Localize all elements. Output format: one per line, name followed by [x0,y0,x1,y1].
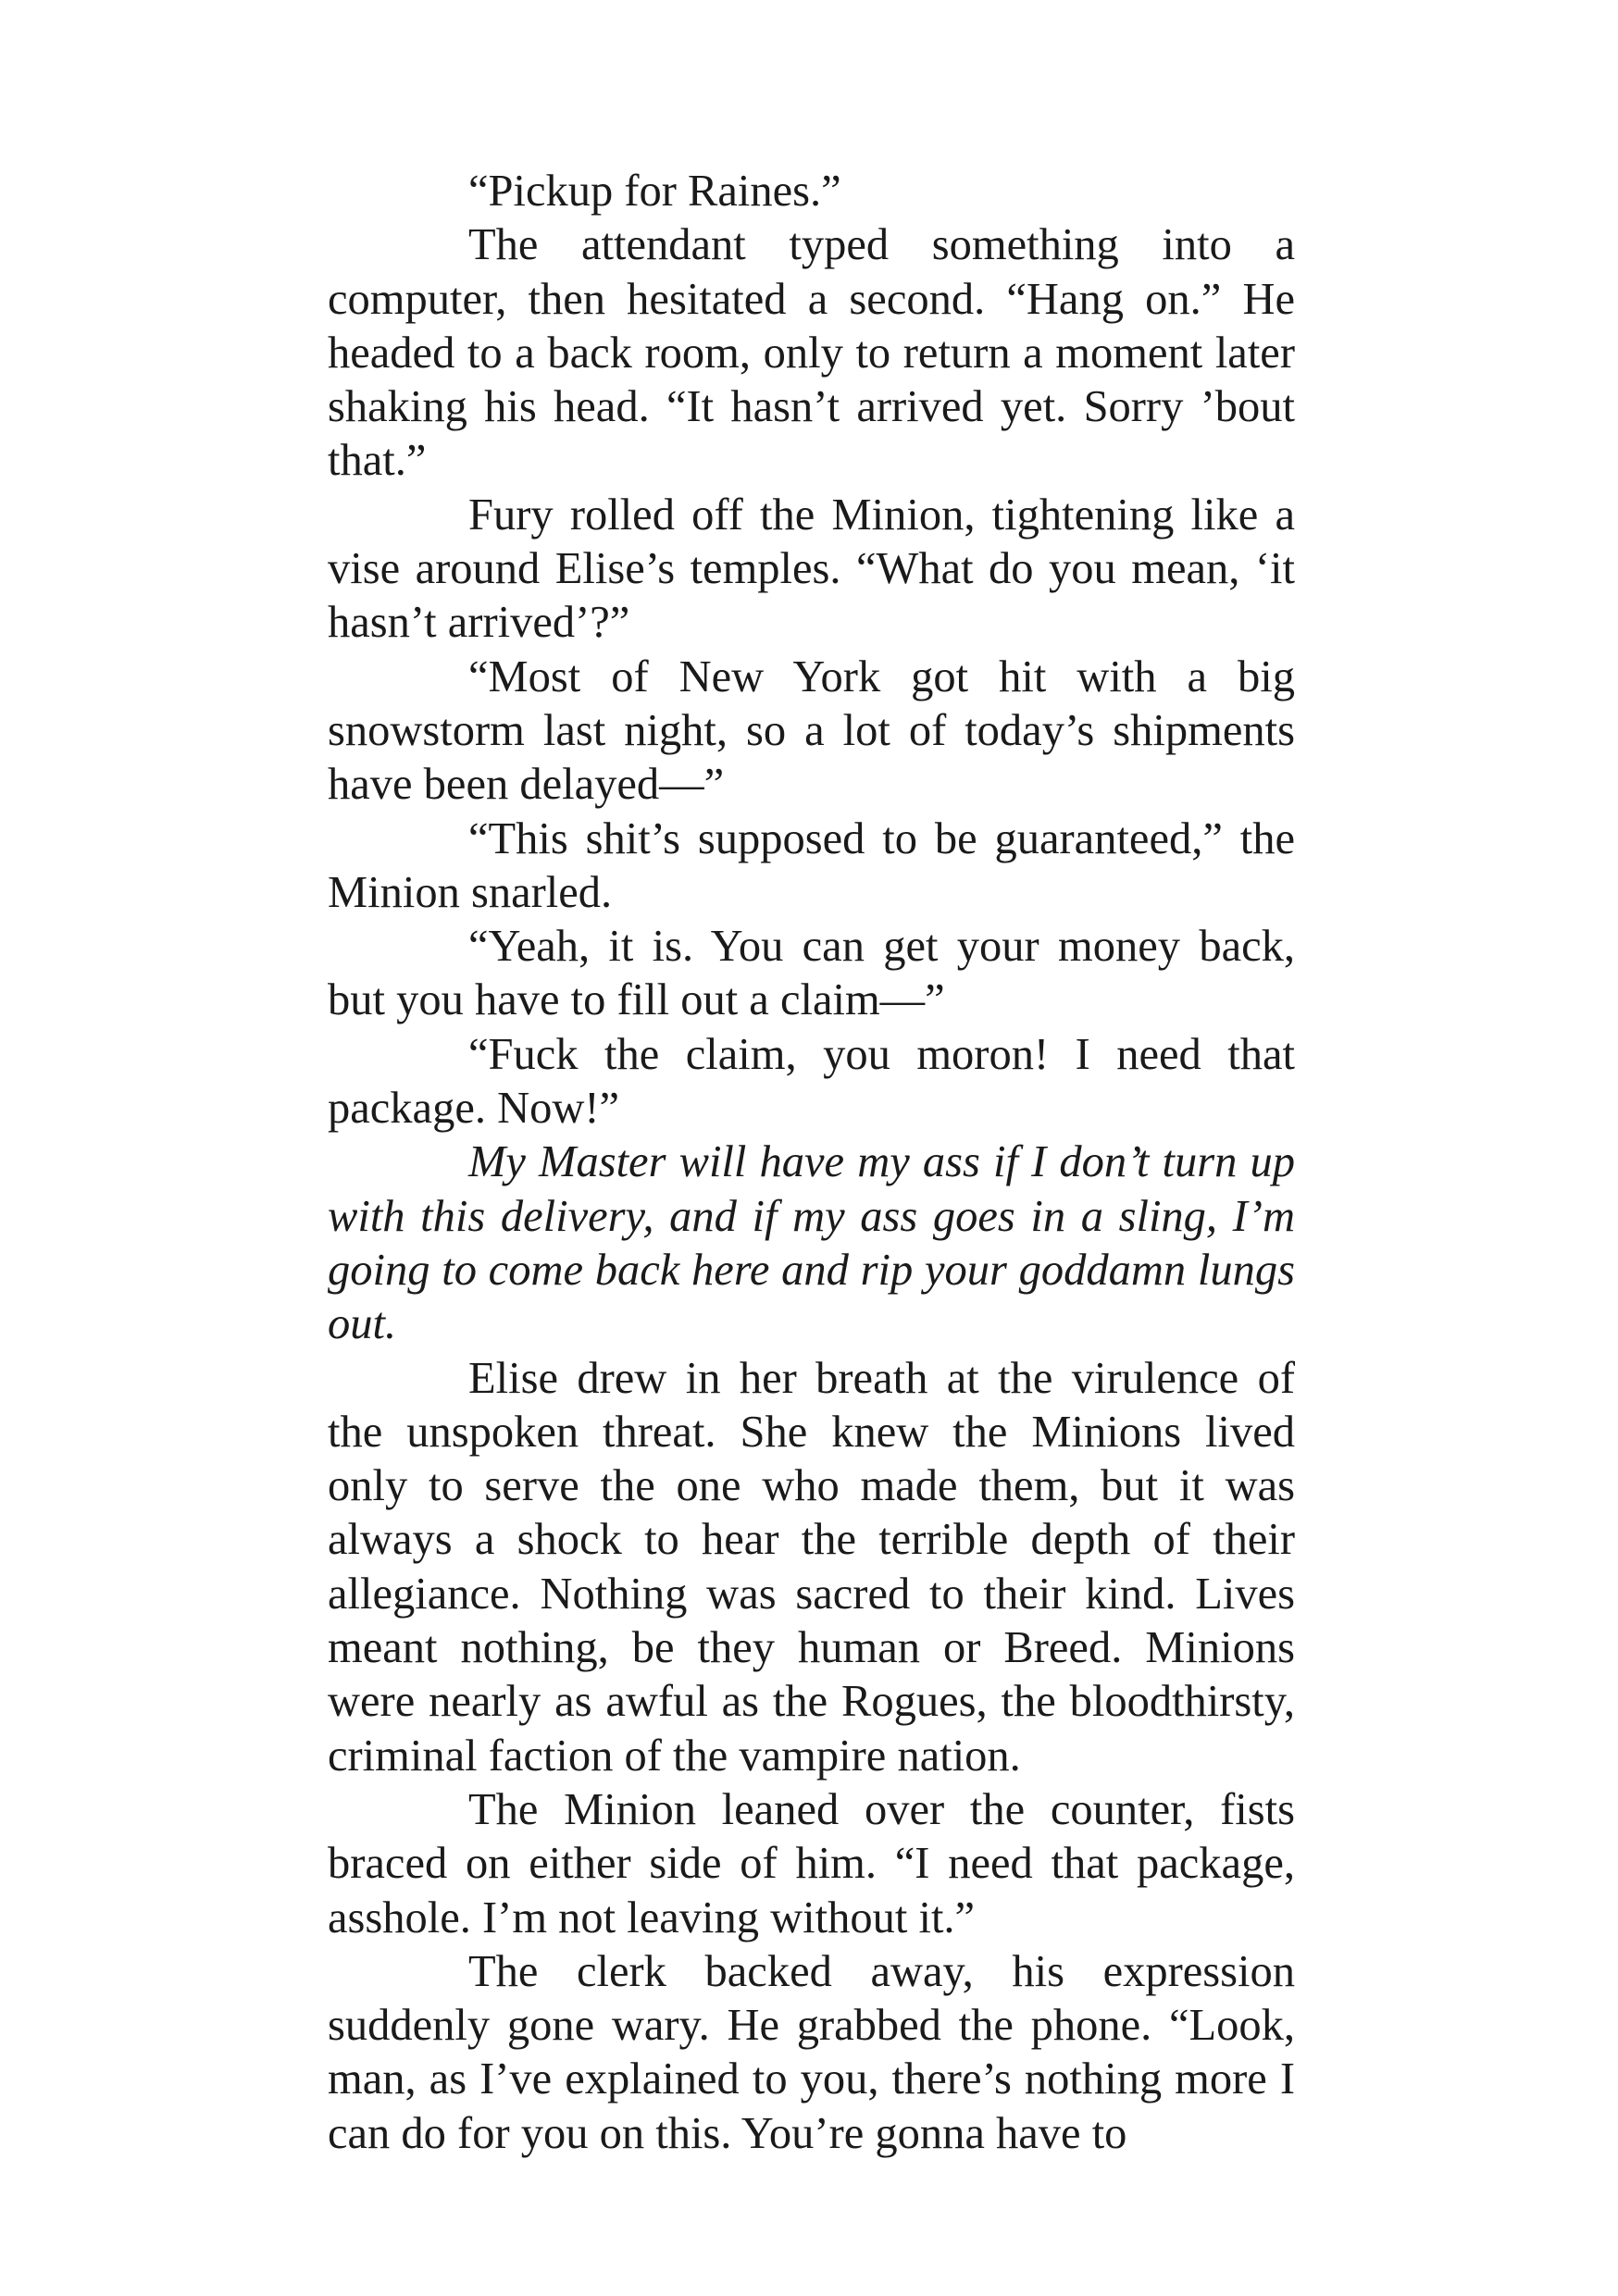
paragraph-3: Fury rolled off the Minion, tightening like a vise around Elise’s temples. “What do you mean, ‘it hasn’t arrived’?” [328,490,1295,648]
book-page [328,165,1295,2161]
paragraph-10: The Minion leaned over the counter, fists braced on either side of him. “I need that package, asshole. I’m not leaving without it.” [328,1784,1295,1942]
paragraph-4: “Most of New York got hit with a big snowstorm last night, so a lot of today’s shipments have been delayed—” [328,652,1295,810]
paragraph-1: “Pickup for Raines.” [468,167,841,216]
paragraph-6: “Yeah, it is. You can get your money back, but you have to fill out a claim—” [328,922,1295,1025]
paragraph-5: “This shit’s supposed to be guaranteed,” the Minion snarled. [328,813,1295,917]
paragraph-7: “Fuck the claim, you moron! I need that package. Now!” [328,1029,1295,1134]
paragraph-2: The attendant typed something into a computer, then hesitated a second. “Hang on.” He headed to a back room, only to return a moment later shaking his head. “It hasn’t arrived yet. Sorry ’bout that.” [328,220,1295,486]
paragraph-9: Elise drew in her breath at the virulence of the unspoken threat. She knew the Minions lived only to serve the one who made them, but it was always a shock to hear the terrible depth of their allegiance. Nothing was sacred to their kind. Lives meant nothing, be they human or Breed. Minions were nearly as awful as the Rogues, the bloodthirsty, criminal faction of the vampire nation. [328,1353,1295,1781]
paragraph-11: The clerk backed away, his expression suddenly gone wary. He grabbed the phone. “Look, man, as I’ve explained to you, there’s nothing more I can do for you on this. You’re gonna have to [328,1946,1295,2158]
paragraph-8-italic-thought: My Master will have my ass if I don’t turn up with this delivery, and if my ass goes in a sling, I’m going to come back here and rip your goddamn lungs out. [328,1137,1295,1349]
